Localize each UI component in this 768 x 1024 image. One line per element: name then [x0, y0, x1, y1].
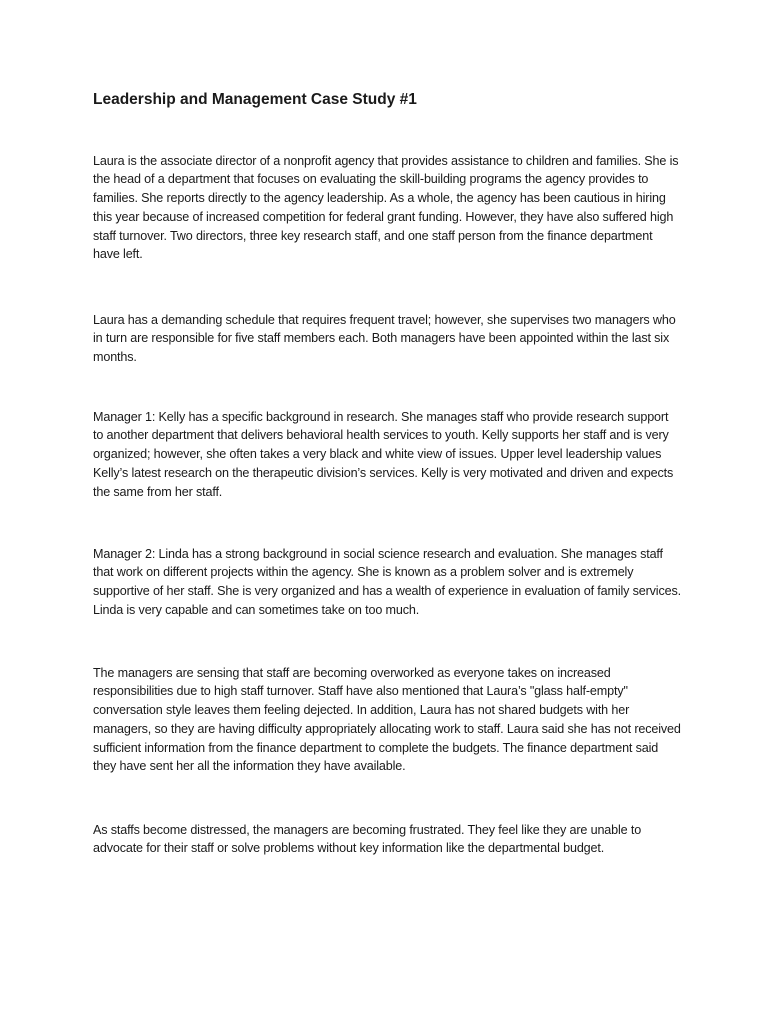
paragraph-laura-schedule: Laura has a demanding schedule that requires frequent travel; however, she supervises two managers who in turn are responsible for five staff members each. Both managers have been appointed within the last six months. — [93, 312, 676, 365]
paragraph-staff-overwork: The managers are sensing that staff are becoming overworked as everyone takes on increased responsibilities due to high staff turnover. Staff have also mentioned that Laura’s "glass half-empty" conversation style leaves them feeling dejected. In addition, Laura has not shared budgets with her managers, so they are having difficulty appropriately allocating work to staff. Laura said she has not received sufficient information from the finance department to complete the budgets. The finance department said they have sent her all the information they have available. — [93, 665, 681, 774]
paragraph-manager-linda: Manager 2: Linda has a strong background in social science research and evaluation. She manages staff that work on different projects within the agency. She is known as a problem solver and is extremely supportive of her staff. She is very organized and has a wealth of experience in evaluation of family services. Linda is very capable and can sometimes take on too much. — [93, 546, 681, 617]
paragraph-manager-kelly: Manager 1: Kelly has a specific background in research. She manages staff who provide research support to another department that delivers behavioral health services to youth. Kelly supports her staff and is very organized; however, she often takes a very black and white view of issues. Upper level leadership values Kelly’s latest research on the therapeutic division’s services. Kelly is very motivated and driven and expects the same from her staff. — [93, 409, 674, 499]
paragraph-laura-intro: Laura is the associate director of a nonprofit agency that provides assistance to children and families. She is the head of a department that focuses on evaluating the skill-building programs the agency provides to families. She reports directly to the agency leadership. As a whole, the agency has been cautious in hiring this year because of increased competition for federal grant funding. However, they have also suffered high staff turnover. Two directors, three key research staff, and one staff person from the finance department have left. — [93, 153, 679, 262]
document-title: Leadership and Management Case Study #1 — [93, 91, 417, 108]
paragraph-managers-frustrated: As staffs become distressed, the managers are becoming frustrated. They feel like they are unable to advocate for their staff or solve problems without key information like the departmental budget. — [93, 822, 642, 856]
